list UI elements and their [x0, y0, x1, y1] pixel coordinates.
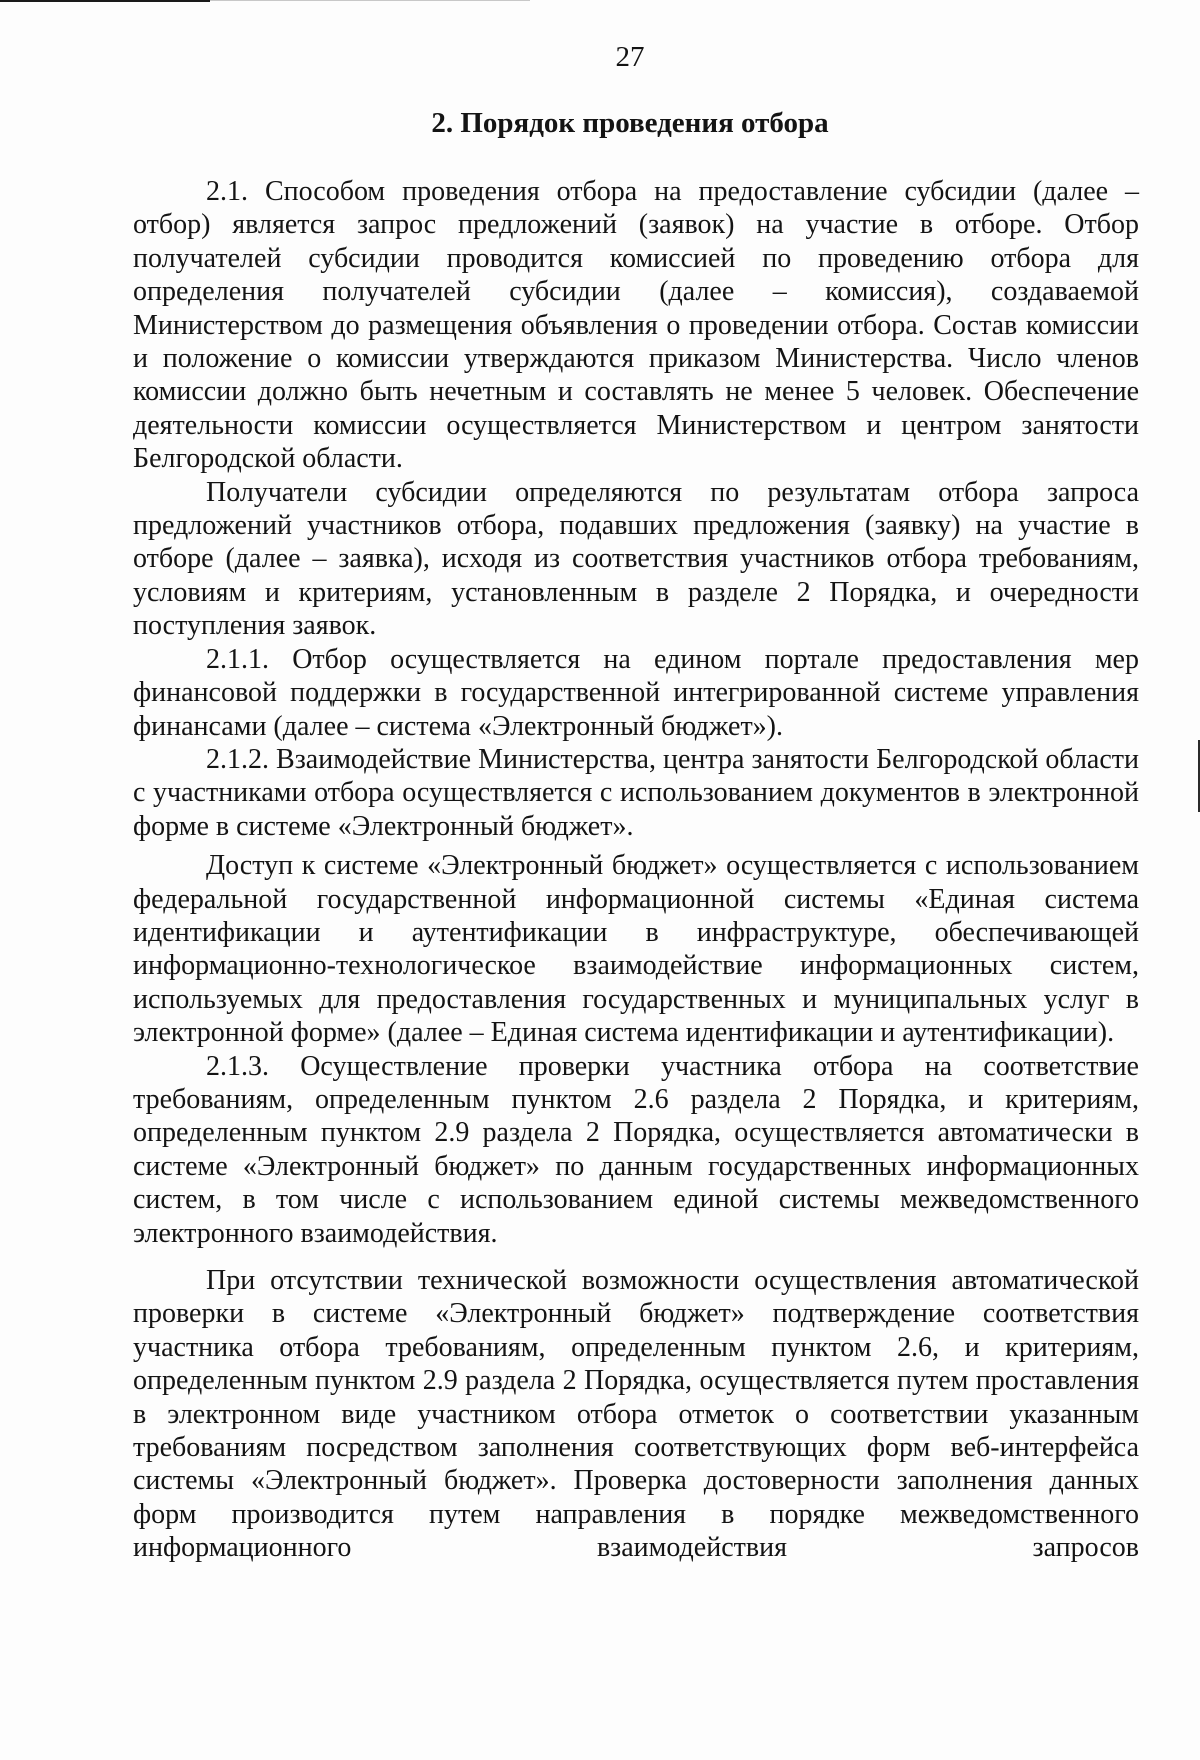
- section-title: 2. Порядок проведения отбора: [431, 107, 829, 139]
- paragraph-2-1: 2.1. Способом проведения отбора на предоставление субсидии (далее – отбор) является запрос предложений (заявок) на участие в отборе. Отбор получателей субсидии проводится комиссией по проведению отбора для определения получателей субсидии (далее – комиссия), создаваемой Министерством до размещения объявления о проведении отбора. Состав комиссии и положение о комиссии утверждаются приказом Министерства. Число членов комиссии должно быть нечетным и составлять не менее 5 человек. Обеспечение деятельности комиссии осуществляется Министерством и центром занятости Белгородской области.: [133, 176, 1139, 475]
- paragraph-access: Доступ к системе «Электронный бюджет» осуществляется с использованием федеральной государственной информационной системы «Единая система идентификации и аутентификации в инфраструктуре, обеспечивающей информационно-технологическое взаимодействие информационных систем, используемых для предоставления государственных и муниципальных услуг в электронной форме» (далее – Единая система идентификации и аутентификации).: [133, 850, 1139, 1049]
- paragraph-recipients: Получатели субсидии определяются по результатам отбора запроса предложений участников отбора, подавших предложения (заявку) на участие в отборе (далее – заявка), исходя из соответствия участников отбора требованиям, условиям и критериям, установленным в разделе 2 Порядка, и очередности поступления заявок.: [133, 476, 1139, 642]
- paragraph-2-1-3: 2.1.3. Осуществление проверки участника отбора на соответствие требованиям, определенным пунктом 2.6 раздела 2 Порядка, и критериям, определенным пунктом 2.9 раздела 2 Порядка, осуществляется автоматически в системе «Электронный бюджет» по данным государственных информационных систем, в том числе с использованием единой системы межведомственного электронного взаимодействия.: [133, 1050, 1139, 1249]
- paragraph-2-1-1: 2.1.1. Отбор осуществляется на едином портале предоставления мер финансовой поддержки в государственной интегрированной системе управления финансами (далее – система «Электронный бюджет»).: [133, 643, 1139, 742]
- paragraph-no-technical-possibility: При отсутствии технической возможности осуществления автоматической проверки в системе «Электронный бюджет» подтверждение соответствия участника отбора требованиям, определенным пунктом 2.6, и критериям, определенным пунктом 2.9 раздела 2 Порядка, осуществляется путем проставления в электронном виде участником отбора отметок о соответствии указанным требованиям посредством заполнения соответствующих форм веб-интерфейса системы «Электронный бюджет». Проверка достоверности заполнения данных форм производится путем направления в порядке межведомственного информационного взаимодействия запросов: [133, 1265, 1139, 1564]
- page-number: 27: [615, 41, 645, 73]
- scan-edge-line: [0, 0, 210, 2]
- document-body: [133, 175, 1139, 1565]
- scan-edge-faint-line: [210, 0, 530, 1]
- paragraph-2-1-2: 2.1.2. Взаимодействие Министерства, центра занятости Белгородской области с участниками отбора осуществляется с использованием документов в электронной форме в системе «Электронный бюджет».: [133, 743, 1139, 842]
